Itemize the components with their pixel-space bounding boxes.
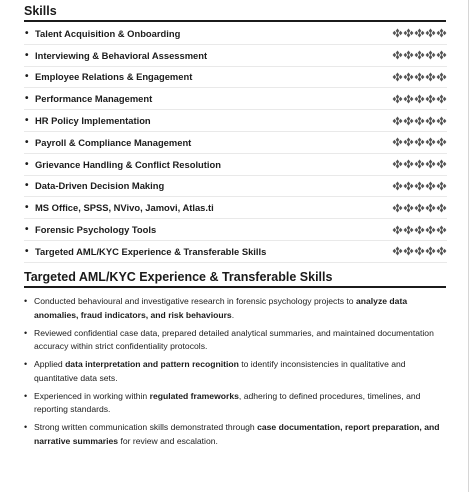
text: , adhering to defined procedures, timelines, and reporting standards. bbox=[34, 390, 421, 415]
text: for review and escalation. bbox=[118, 435, 218, 446]
experience-bullet bbox=[24, 327, 448, 354]
skill-rating bbox=[392, 51, 447, 60]
diamond-cluster-icon bbox=[414, 94, 425, 103]
skill-rating bbox=[392, 138, 447, 147]
diamond-cluster-icon bbox=[436, 160, 447, 169]
diamond-cluster-icon bbox=[425, 247, 436, 256]
diamond-cluster-icon bbox=[425, 116, 436, 125]
skill-row bbox=[24, 219, 447, 241]
experience-bullet bbox=[24, 390, 448, 417]
skill-name: Data-Driven Decision Making bbox=[35, 180, 165, 192]
diamond-cluster-icon bbox=[436, 72, 447, 81]
diamond-cluster-icon bbox=[436, 138, 447, 147]
text: to identify inconsistencies in qualitative and quantitative data sets. bbox=[34, 359, 406, 383]
diamond-cluster-icon bbox=[425, 138, 436, 147]
skill-row bbox=[24, 45, 447, 67]
diamond-cluster-icon bbox=[392, 29, 403, 38]
skills-divider bbox=[24, 20, 446, 22]
diamond-cluster-icon bbox=[403, 29, 414, 38]
diamond-cluster-icon bbox=[403, 181, 414, 190]
skill-name: MS Office, SPSS, NVivo, Jamovi, Atlas.ti bbox=[35, 202, 214, 214]
diamond-cluster-icon bbox=[436, 203, 447, 212]
bullet-icon: • bbox=[24, 296, 28, 306]
diamond-cluster-icon bbox=[392, 51, 403, 60]
skill-row bbox=[24, 110, 447, 132]
diamond-cluster-icon bbox=[414, 181, 425, 190]
bullet-icon: • bbox=[24, 327, 28, 338]
diamond-cluster-icon bbox=[436, 94, 447, 103]
skill-name: Performance Management bbox=[35, 93, 153, 105]
skill-rating bbox=[392, 203, 447, 212]
experience-list bbox=[24, 295, 448, 453]
text: Applied bbox=[34, 359, 66, 370]
bullet-icon: • bbox=[25, 71, 29, 83]
text: Conducted behavioural and investigative research in forensic psychology projects to bbox=[34, 296, 356, 306]
bullet-icon: • bbox=[25, 158, 29, 170]
diamond-cluster-icon bbox=[403, 94, 414, 103]
diamond-cluster-icon bbox=[403, 203, 414, 212]
skill-name: Grievance Handling & Conflict Resolution bbox=[35, 158, 221, 170]
skill-row bbox=[24, 88, 447, 110]
diamond-cluster-icon bbox=[392, 138, 403, 147]
text: Reviewed confidential case data, prepared detailed analytical summaries, and maintained documentation accuracy within strict confidentiality protocols. bbox=[34, 327, 434, 352]
diamond-cluster-icon bbox=[403, 116, 414, 125]
diamond-cluster-icon bbox=[436, 29, 447, 38]
skill-rating bbox=[392, 247, 447, 256]
diamond-cluster-icon bbox=[436, 181, 447, 190]
skill-rating bbox=[392, 160, 447, 169]
skill-row bbox=[24, 23, 447, 45]
skill-name: Targeted AML/KYC Experience & Transferable Skills bbox=[35, 245, 267, 257]
skill-rating bbox=[392, 225, 447, 234]
diamond-cluster-icon bbox=[436, 116, 447, 125]
diamond-cluster-icon bbox=[425, 225, 436, 234]
diamond-cluster-icon bbox=[392, 181, 403, 190]
diamond-cluster-icon bbox=[425, 160, 436, 169]
skill-name: HR Policy Implementation bbox=[35, 115, 151, 127]
experience-bullet bbox=[24, 358, 448, 385]
diamond-cluster-icon bbox=[403, 225, 414, 234]
diamond-cluster-icon bbox=[436, 51, 447, 60]
skill-row bbox=[24, 176, 447, 198]
diamond-cluster-icon bbox=[414, 116, 425, 125]
diamond-cluster-icon bbox=[403, 247, 414, 256]
bold-text: regulated frameworks bbox=[149, 390, 239, 401]
diamond-cluster-icon bbox=[403, 138, 414, 147]
diamond-cluster-icon bbox=[392, 247, 403, 256]
bullet-icon: • bbox=[25, 115, 29, 127]
bold-text: analyze data anomalies, fraud indicators, and risk behaviours bbox=[34, 296, 408, 320]
bullet-icon: • bbox=[25, 49, 29, 61]
diamond-cluster-icon bbox=[425, 181, 436, 190]
diamond-cluster-icon bbox=[425, 72, 436, 81]
bullet-icon: • bbox=[24, 359, 28, 370]
bullet-icon: • bbox=[25, 245, 29, 257]
text: Experienced in working within bbox=[34, 390, 150, 401]
experience-bullet bbox=[24, 295, 448, 322]
diamond-cluster-icon bbox=[392, 225, 403, 234]
skill-rating bbox=[392, 94, 447, 103]
diamond-cluster-icon bbox=[436, 247, 447, 256]
diamond-cluster-icon bbox=[425, 51, 436, 60]
diamond-cluster-icon bbox=[414, 247, 425, 256]
diamond-cluster-icon bbox=[414, 203, 425, 212]
diamond-cluster-icon bbox=[403, 72, 414, 81]
skill-rating bbox=[392, 29, 447, 38]
bullet-icon: • bbox=[25, 224, 29, 236]
diamond-cluster-icon bbox=[414, 51, 425, 60]
bullet-icon: • bbox=[25, 93, 29, 105]
skill-row bbox=[24, 132, 447, 154]
bullet-icon: • bbox=[24, 422, 28, 433]
diamond-cluster-icon bbox=[392, 160, 403, 169]
bold-text: data interpretation and pattern recognition bbox=[65, 359, 239, 370]
skill-rating bbox=[392, 181, 447, 190]
diamond-cluster-icon bbox=[414, 29, 425, 38]
text: . bbox=[231, 309, 235, 320]
diamond-cluster-icon bbox=[392, 203, 403, 212]
experience-bullet bbox=[24, 421, 448, 448]
diamond-cluster-icon bbox=[414, 225, 425, 234]
skill-row bbox=[24, 241, 447, 263]
diamond-cluster-icon bbox=[403, 51, 414, 60]
bullet-icon: • bbox=[24, 390, 28, 401]
bullet-icon: • bbox=[25, 180, 29, 192]
skill-row bbox=[24, 154, 447, 176]
skill-rating bbox=[392, 116, 447, 125]
diamond-cluster-icon bbox=[436, 225, 447, 234]
diamond-cluster-icon bbox=[425, 203, 436, 212]
text: Strong written communication skills demonstrated through bbox=[34, 422, 258, 433]
skill-rating bbox=[392, 72, 447, 81]
diamond-cluster-icon bbox=[414, 160, 425, 169]
diamond-cluster-icon bbox=[414, 138, 425, 147]
skills-heading: Skills bbox=[24, 4, 57, 18]
diamond-cluster-icon bbox=[392, 94, 403, 103]
experience-heading: Targeted AML/KYC Experience & Transferable Skills bbox=[24, 270, 333, 284]
bullet-icon: • bbox=[25, 27, 29, 39]
bold-text: case documentation, report preparation, and narrative summaries bbox=[34, 422, 440, 446]
skill-name: Employee Relations & Engagement bbox=[35, 71, 193, 83]
skill-row bbox=[24, 67, 447, 89]
skill-name: Talent Acquisition & Onboarding bbox=[35, 27, 181, 39]
bullet-icon: • bbox=[25, 202, 29, 214]
skills-list bbox=[24, 23, 447, 263]
diamond-cluster-icon bbox=[425, 29, 436, 38]
skill-name: Forensic Psychology Tools bbox=[35, 224, 157, 236]
skill-name: Payroll & Compliance Management bbox=[35, 136, 192, 148]
diamond-cluster-icon bbox=[392, 116, 403, 125]
skill-row bbox=[24, 197, 447, 219]
diamond-cluster-icon bbox=[425, 94, 436, 103]
diamond-cluster-icon bbox=[403, 160, 414, 169]
diamond-cluster-icon bbox=[414, 72, 425, 81]
bullet-icon: • bbox=[25, 136, 29, 148]
skill-name: Interviewing & Behavioral Assessment bbox=[35, 49, 208, 61]
diamond-cluster-icon bbox=[392, 72, 403, 81]
experience-divider bbox=[24, 286, 446, 288]
